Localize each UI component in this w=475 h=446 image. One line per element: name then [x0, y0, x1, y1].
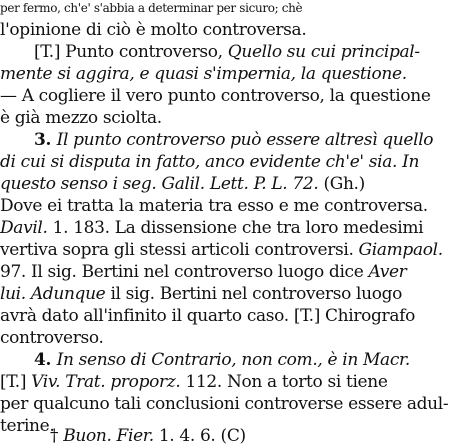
definition-italic: di cui si disputa in fatto, anco evidente ch'e' sia. In — [0, 152, 420, 172]
text-line-16 — [0, 330, 104, 347]
quote-italic: lui. Adunque — [0, 284, 106, 304]
text-line-15 — [0, 308, 415, 325]
text-line-17 — [34, 352, 410, 369]
text-span: vertiva sopra gli stessi articoli controversi. — [0, 240, 359, 260]
text-line-11 — [0, 220, 423, 237]
text-line-9 — [0, 176, 365, 193]
citation-italic: Viv. Trat. proporz. — [31, 372, 181, 392]
text-span: per fermo, ch'e' s'abbia a determinar per sicuro; chè — [0, 1, 303, 15]
text-line-21 — [50, 428, 246, 445]
text-line-7 — [34, 132, 433, 149]
text-line-3 — [34, 44, 420, 61]
text-span: — A cogliere il vero punto controverso, la questione — [0, 86, 431, 106]
text-span: 112. Non a torto si tiene — [180, 372, 388, 392]
section-number: 3. — [34, 130, 57, 150]
section-number: 4. — [34, 350, 57, 370]
text-span: Dove ei tratta la materia tra esso e me controversa. — [0, 196, 428, 216]
text-span: [T.] Punto controverso, — [34, 42, 228, 62]
text-line-4 — [0, 66, 407, 83]
dagger-mark: † — [50, 426, 64, 446]
text-span: (Gh.) — [318, 174, 365, 194]
text-line-14 — [0, 286, 402, 303]
text-line-10 — [0, 198, 428, 215]
definition-italic: Il punto controverso può essere altresì quello — [56, 130, 434, 150]
text-span: per qualcuno tali conclusioni controverse essere adul- — [0, 394, 449, 414]
text-span: avrà dato all'infinito il quarto caso. [T.] Chirografo — [0, 306, 415, 326]
text-span: 1. 4. 6. (C) — [153, 426, 246, 446]
citation-italic: Giampaol. — [358, 240, 443, 260]
text-span: controverso. — [0, 328, 104, 348]
text-span: 97. Il sig. Bertini nel controverso luogo dice — [0, 262, 369, 282]
quote-italic: Aver — [368, 262, 407, 282]
text-span: [T.] — [0, 372, 32, 392]
text-line-19 — [0, 396, 448, 413]
text-span: l'opinione di ciò è molto controversa. — [0, 20, 307, 40]
citation-italic: Davil. — [0, 218, 48, 238]
citation-italic: Buon. Fier. — [63, 426, 154, 446]
citation-italic: questo senso i seg. Galil. Lett. P. L. 72. — [0, 174, 319, 194]
text-line-20 — [0, 418, 54, 435]
text-line-12 — [0, 242, 443, 259]
text-line-8 — [0, 154, 419, 171]
text-line-2 — [0, 22, 306, 39]
definition-italic: Quello su cui principal- — [227, 42, 420, 62]
text-span: 1. 183. La dissensione che tra loro medesimi — [47, 218, 424, 238]
text-line-18 — [0, 374, 388, 391]
text-span: il sig. Bertini nel controverso luogo — [105, 284, 403, 304]
text-line-13 — [0, 264, 406, 281]
text-span: è già mezzo sciolta. — [0, 108, 162, 128]
text-line-1 — [0, 2, 475, 14]
definition-italic: In senso di Contrario, non com., è in Macr. — [56, 350, 410, 370]
definition-italic: mente si aggira, e quasi s'impernia, la questione. — [0, 64, 407, 84]
text-span: terine. — [0, 416, 55, 436]
text-line-5 — [0, 88, 431, 105]
text-line-6 — [0, 110, 162, 127]
